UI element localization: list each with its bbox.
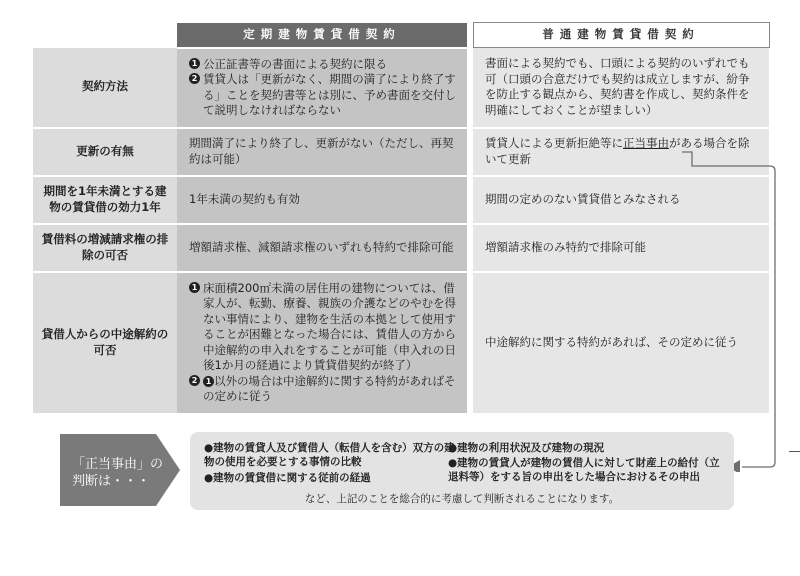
criterion: ●建物の賃貸人及び賃借人（転借人を含む）双方の建物の使用を必要とする事情の比較 [204,442,455,468]
reference-badge: 1 [203,376,214,387]
normal-cell: 賃貸人による更新拒絶等に正当事由がある場合を除いて更新 [473,128,769,176]
number-badge: 1 [189,282,200,293]
table-row [33,128,769,176]
normal-cell: 期間の定めのない賃貸借とみなされる [473,176,769,224]
row-label: 賃借料の増減請求権の排除の可否 [33,224,177,272]
normal-cell: 増額請求権のみ特約で排除可能 [473,224,769,272]
row-label: 期間を1年未満とする建物の賃貸借の効力1年 [33,176,177,224]
criterion: ●建物の賃貸人が建物の賃借人に対して財産上の給付（立退料等）をする旨の申出をした場合におけるその申出 [448,457,720,483]
list-item: 2 賃貸人は「更新がなく、期間の満了により終了する」ことを契約書等とは別に、予め書面を交付して説明しなければならない [189,72,457,119]
edge-line [789,451,800,452]
number-badge: 2 [189,73,200,84]
list-item: 2 1 以外の場合は中途解約に関する特約があればその定めに従う [189,374,457,405]
list-item: 1 公正証書等の書面による契約に限る [189,57,457,73]
fixed-cell: 期間満了により終了し、更新がない（ただし、再契約は可能） [177,128,467,176]
table-row [33,48,769,128]
just-cause-term: 正当事由 [623,136,669,150]
fixed-cell: 1年未満の契約も有効 [177,176,467,224]
header-fixed-term: 定期建物賃貸借契約 [177,23,467,48]
number-badge: 2 [189,375,200,386]
row-label: 更新の有無 [33,128,177,176]
list-item: 1 床面積200㎡未満の居住用の建物については、借家人が、転勤、療養、親族の介護などのやむを得ない事情により、建物を生活の本拠として使用することが困難となった場合には、賃借人の方から中途解約の申入れをすることが可能（申入れの日後1か月の経過により賃貸借契約が終了） [189,281,457,374]
header-blank [33,23,177,48]
judgement-title: 「正当事由」の判断は・・・ [72,457,164,489]
criteria-footer: など、上記のことを総合的に考慮して判断されることになります。 [304,493,620,505]
table-row [33,272,769,414]
row-label: 契約方法 [33,48,177,128]
table-row [33,176,769,224]
number-badge: 1 [189,58,200,69]
row-label: 貸借人からの中途解約の可否 [33,272,177,414]
header-row [33,23,769,48]
criterion: ●建物の利用状況及び建物の現況 [448,442,605,454]
criterion: ●建物の賃貸借に関する従前の経過 [204,472,371,484]
normal-cell: 中途解約に関する特約があれば、その定めに従う [473,272,769,414]
comparison-table [33,22,770,415]
normal-cell: 書面による契約でも、口頭による契約のいずれでも可（口頭の合意だけでも契約は成立しますが、紛争を防止する観点から、契約書を作成し、契約条件を明確にしておくことが望ましい） [473,48,769,128]
table-row [33,224,769,272]
criteria-box [190,432,734,510]
fixed-cell: 増額請求権、減額請求権のいずれも特約で排除可能 [177,224,467,272]
header-ordinary: 普通建物賃貸借契約 [473,23,769,48]
fixed-cell [177,272,467,414]
fixed-cell [177,48,467,128]
